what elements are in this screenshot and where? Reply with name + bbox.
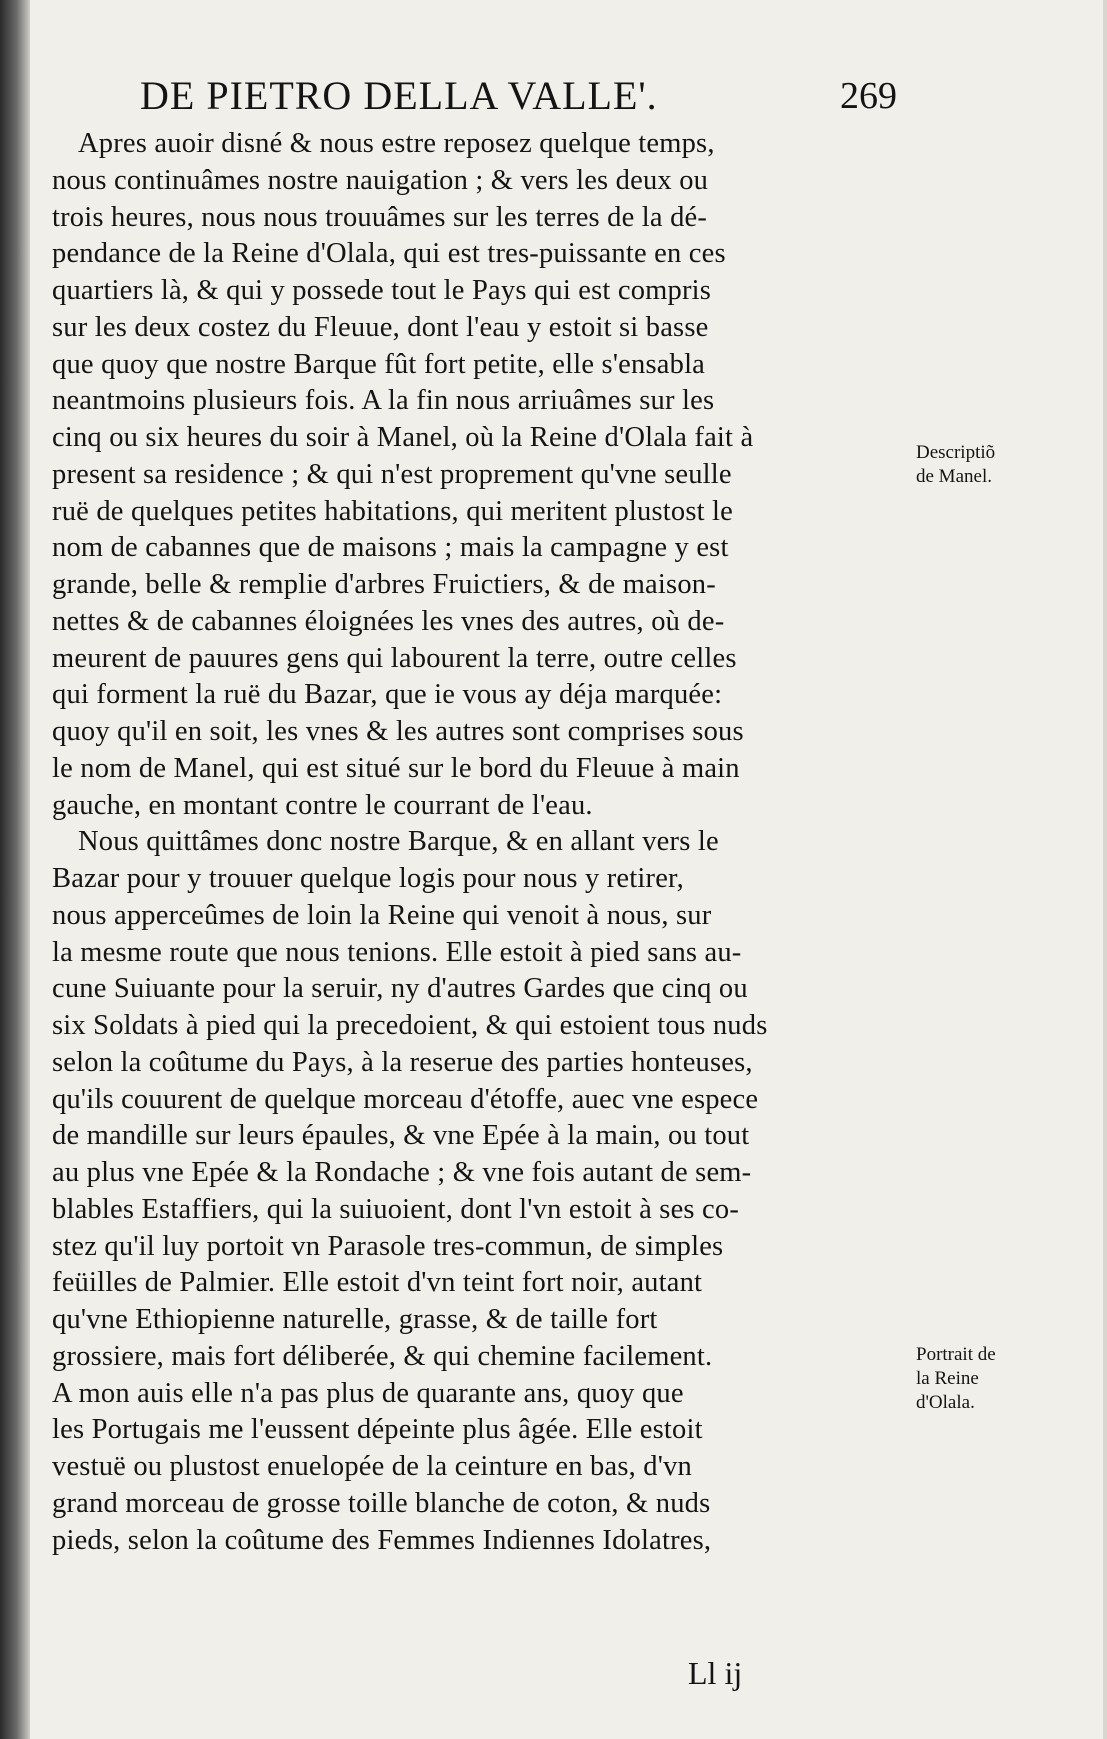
- text-line: cune Suiuante pour la seruir, ny d'autres Gardes que cinq ou: [52, 973, 748, 1005]
- text-line: grande, belle & remplie d'arbres Fruictiers, & de maison-: [52, 569, 716, 600]
- marginal-note-line: d'Olala.: [916, 1392, 975, 1413]
- text-line: six Soldats à pied qui la precedoient, & qui estoient tous nuds: [52, 1010, 768, 1041]
- text-line: vestuë ou plustost enuelopée de la ceinture en bas, d'vn: [52, 1451, 692, 1482]
- text-line: meurent de pauures gens qui labourent la terre, outre celles: [52, 642, 737, 674]
- marginal-note-line: Descriptiõ: [916, 442, 996, 463]
- text-line: qui forment la ruë du Bazar, que ie vous ay déja marquée:: [52, 679, 723, 711]
- text-line: trois heures, nous nous trouuâmes sur les terres de la dé-: [52, 201, 708, 233]
- text-line: nom de cabannes que de maisons ; mais la campagne y est: [52, 532, 729, 564]
- text-line: qu'ils couurent de quelque morceau d'étoffe, auec vne espece: [52, 1083, 759, 1115]
- text-line: feüilles de Palmier. Elle estoit d'vn teint fort noir, autant: [52, 1267, 703, 1299]
- text-line: grand morceau de grosse toille blanche de coton, & nuds: [52, 1487, 711, 1519]
- text-line: les Portugais me l'eussent dépeinte plus âgée. Elle estoit: [52, 1414, 703, 1446]
- body-text: [52, 126, 912, 1559]
- text-line: blables Estaffiers, qui la suiuoient, dont l'vn estoit à ses co-: [52, 1193, 740, 1225]
- text-line: quoy qu'il en soit, les vnes & les autres sont comprises sous: [52, 716, 744, 747]
- text-line: au plus vne Epée & la Rondache ; & vne fois autant de sem-: [52, 1157, 752, 1188]
- book-gutter-shadow: [0, 0, 30, 1739]
- text-line: gauche, en montant contre le courrant de l'eau.: [52, 789, 593, 821]
- text-line: Bazar pour y trouuer quelque logis pour nous y retirer,: [52, 863, 684, 894]
- text-line: grossiere, mais fort déliberée, & qui chemine facilement.: [52, 1340, 713, 1372]
- text-line: nous apperceûmes de loin la Reine qui venoit à nous, sur: [52, 899, 712, 931]
- text-line: quartiers là, & qui y possede tout le Pays qui est compris: [52, 275, 712, 306]
- text-line: present sa residence ; & qui n'est proprement qu'vne seulle: [52, 458, 732, 490]
- marginal-note-line: la Reine: [916, 1368, 979, 1389]
- text-line: sur les deux costez du Fleuue, dont l'eau y estoit si basse: [52, 311, 709, 343]
- text-line: que quoy que nostre Barque fût fort petite, elle s'ensabla: [52, 348, 706, 380]
- text-line: Nous quittâmes donc nostre Barque, & en allant vers le: [78, 826, 719, 858]
- text-line: le nom de Manel, qui est situé sur le bord du Fleuue à main: [52, 752, 740, 784]
- marginal-note-line: de Manel.: [916, 466, 992, 487]
- text-line: nettes & de cabannes éloignées les vnes des autres, où de-: [52, 605, 725, 637]
- paragraph: [52, 824, 912, 1559]
- text-line: ruë de quelques petites habitations, qui meritent plustost le: [52, 495, 734, 527]
- text-line: de mandille sur leurs épaules, & vne Epée à la main, ou tout: [52, 1120, 750, 1152]
- bleed-through-text: [918, 340, 1018, 360]
- marginal-note-description-manel: [916, 441, 1036, 489]
- text-line: neantmoins plusieurs fois. A la fin nous arriuâmes sur les: [52, 385, 715, 417]
- paragraph: [52, 126, 912, 824]
- text-line: pieds, selon la coûtume des Femmes Indiennes Idolatres,: [52, 1524, 712, 1556]
- text-line: la mesme route que nous tenions. Elle estoit à pied sans au-: [52, 936, 742, 968]
- marginal-note-portrait-reine: [916, 1343, 1036, 1415]
- marginal-note-line: Portrait de: [916, 1344, 996, 1365]
- text-line: Apres auoir disné & nous estre reposez quelque temps,: [78, 128, 715, 159]
- text-line: nous continuâmes nostre nauigation ; & vers les deux ou: [52, 164, 709, 196]
- running-title: DE PIETRO DELLA VALLE'.: [140, 73, 658, 118]
- signature-mark: Ll ij: [688, 1655, 743, 1691]
- page-header: [140, 72, 940, 120]
- text-line: stez qu'il luy portoit vn Parasole tres-commun, de simples: [52, 1230, 724, 1262]
- text-line: qu'vne Ethiopienne naturelle, grasse, & de taille fort: [52, 1304, 658, 1335]
- page-edge: [1103, 0, 1107, 1739]
- text-line: A mon auis elle n'a pas plus de quarante ans, quoy que: [52, 1377, 684, 1409]
- text-line: selon la coûtume du Pays, à la reserue des parties honteuses,: [52, 1046, 753, 1078]
- text-line: cinq ou six heures du soir à Manel, où la Reine d'Olala fait à: [52, 422, 754, 453]
- page-number: 269: [840, 75, 897, 117]
- text-line: pendance de la Reine d'Olala, qui est tres-puissante en ces: [52, 238, 726, 270]
